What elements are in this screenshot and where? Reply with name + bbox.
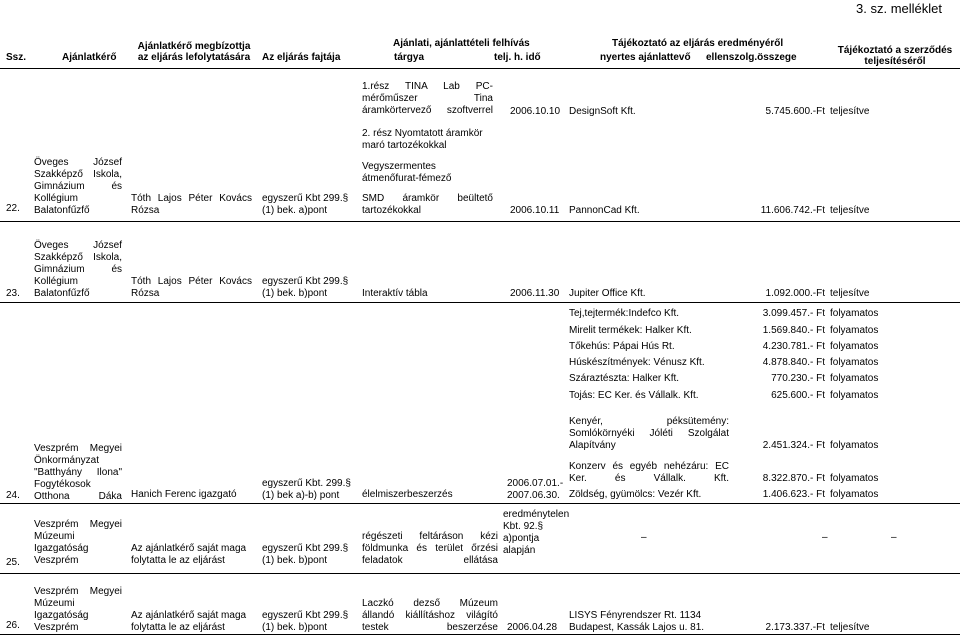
status-dash: –	[891, 532, 897, 543]
targy-cell: Interaktív tábla	[362, 288, 428, 299]
header-nyertes: nyertes ajánlattevő	[600, 52, 691, 63]
eljaras-fajta-cell: egyszerű Kbt 299.§ (1) bek. b)pont	[262, 610, 349, 633]
header-megbizott-line1: Ajánlatkérő megbízottja	[137, 41, 251, 52]
teljesites-datum: 2006.11.30	[510, 288, 560, 299]
ajanlatkero-cell: Veszprém Megyei Önkormányzat "Batthyány Ilona" Fogytékosok Otthona Dáka	[34, 443, 122, 502]
megbizott-cell: Tóth Lajos Péter Kovács Rózsa	[131, 193, 252, 216]
targy-part2-line1: 2. rész Nyomtatott áramkör maró tartozékokkal	[362, 128, 483, 151]
status-cell: folyamatos	[830, 489, 879, 500]
nyertes-cell: Húskészítmények: Vénusz Kft.	[569, 357, 705, 368]
status-cell: folyamatos	[830, 373, 879, 384]
teljesites-datum: eredménytelen Kbt. 92.§ a)pontja alapján	[503, 509, 570, 556]
ellenszolg-cell: 5.745.600.-Ft	[765, 106, 825, 117]
targy-part1-cell: 1.rész TINA Lab PC-mérőműszer Tina áramkörtervező szoftverrel	[362, 81, 493, 116]
row-number: 25.	[6, 557, 20, 568]
nyertes-cell: DesignSoft Kft.	[569, 106, 636, 117]
ellenszolg-cell: 1.406.623.- Ft	[762, 489, 825, 500]
row-divider	[0, 221, 960, 222]
nyertes-cell: Kenyér, péksütemény: Somlókörnyéki Jóléti Szolgálat Alapítvány	[569, 416, 729, 451]
megbizott-cell: Az ajánlatkérő saját maga folytatta le az eljárást	[131, 543, 247, 566]
eljaras-fajta-cell: egyszerű Kbt 299.§ (1) bek. b)pont	[262, 543, 349, 566]
row-divider	[0, 634, 960, 635]
ellenszolg-cell: 8.322.870.- Ft	[762, 473, 825, 484]
header-megbizott-line2: az eljárás lefolytatására	[137, 52, 251, 63]
nyertes-cell: Tej,tejtermék:Indefco Kft.	[569, 308, 680, 319]
row-number: 24.	[6, 490, 20, 501]
header-tajekoztato-eredmeny: Tájékoztató az eljárás eredményéről	[612, 38, 784, 49]
teljesites-datum: 2006.10.11	[510, 205, 560, 216]
targy-cell: Laczkó dezső Múzeum állandó kiállításhoz világító testek beszerzése	[362, 598, 498, 633]
ellenszolg-cell: 1.092.000.-Ft	[765, 288, 825, 299]
status-cell: teljesítve	[830, 288, 870, 299]
ajanlatkero-cell: Veszprém Megyei Múzeumi Igazgatóság Veszprém	[34, 586, 122, 633]
ajanlatkero-cell: Öveges József Szakképző Iskola, Gimnázium és Kollégium Balatonfűzfő	[34, 240, 122, 299]
status-cell: teljesítve	[830, 205, 870, 216]
header-ajanlatkero: Ajánlatkérő	[62, 52, 117, 63]
nyertes-dash: –	[641, 532, 647, 543]
megbizott-cell: Az ajánlatkérő saját maga folytatta le az eljárást	[131, 610, 247, 633]
nyertes-cell: PannonCad Kft.	[569, 205, 640, 216]
nyertes-cell: Száraztészta: Halker Kft.	[569, 373, 680, 384]
targy-cell: régészeti feltáráson kézi földmunka és terület őrzési feladatok ellátása	[362, 531, 498, 566]
ajanlatkero-cell: Öveges József Szakképző Iskola, Gimnázium és Kollégium Balatonfűzfő	[34, 157, 122, 216]
row-number: 26.	[6, 620, 20, 631]
teljesites-datum: 2006.10.10	[510, 106, 561, 117]
ellenszolg-cell: 2.173.337.-Ft	[765, 622, 825, 633]
header-eljaras-fajtaja: Az eljárás fajtája	[262, 52, 341, 63]
teljesites-datum: 2006.04.28	[507, 622, 558, 633]
ellenszolg-cell: 4.230.781.- Ft	[762, 341, 825, 352]
eljaras-fajta-cell: egyszerű Kbt. 299.§ (1) bek a)-b) pont	[262, 478, 351, 501]
ellenszolg-cell: 625.600.- Ft	[771, 390, 825, 401]
row-divider	[0, 573, 960, 574]
eljaras-fajta-cell: egyszerű Kbt 299.§ (1) bek. a)pont	[262, 193, 349, 216]
ellenszolg-cell: 4.878.840.- Ft	[762, 357, 825, 368]
status-cell: teljesítve	[830, 106, 870, 117]
targy-part2-line3: SMD áramkör beültető tartozékokkal	[362, 193, 493, 216]
nyertes-cell: Tojás: EC Ker. és Vállalk. Kft.	[569, 390, 699, 401]
ellenszolg-cell: 11.606.742.-Ft	[760, 205, 825, 216]
row-number: 22.	[6, 203, 20, 214]
status-cell: folyamatos	[830, 341, 879, 352]
nyertes-cell: Tőkehús: Pápai Hús Rt.	[569, 341, 675, 352]
ellenszolg-cell: 3.099.457.- Ft	[762, 308, 825, 319]
targy-cell: élelmiszerbeszerzés	[362, 489, 453, 500]
page-title: 3. sz. melléklet	[856, 1, 942, 16]
header-targya: tárgya	[394, 52, 425, 63]
status-cell: folyamatos	[830, 390, 879, 401]
header-ssz: Ssz.	[6, 52, 27, 63]
header-tajekoztato-szerzodes-line2: teljesítéséről	[864, 56, 926, 67]
ellenszolg-cell: 2.451.324.- Ft	[762, 440, 825, 451]
header-felhivas: Ajánlati, ajánlattételi felhívás	[393, 38, 530, 49]
row-divider	[0, 302, 960, 303]
status-cell: teljesítve	[830, 622, 870, 633]
teljesites-datum: 2006.07.01.- 2007.06.30.	[507, 478, 564, 501]
nyertes-cell: Mirelit termékek: Halker Kft.	[569, 325, 692, 336]
status-cell: folyamatos	[830, 308, 879, 319]
megbizott-cell: Tóth Lajos Péter Kovács Rózsa	[131, 276, 252, 299]
status-cell: folyamatos	[830, 440, 879, 451]
header-tajekoztato-szerzodes-line1: Tájékoztató a szerződés	[837, 45, 953, 56]
ajanlatkero-cell: Veszprém Megyei Múzeumi Igazgatóság Veszprém	[34, 519, 122, 566]
ellenszolg-cell: 1.569.840.- Ft	[762, 325, 825, 336]
eljaras-fajta-cell: egyszerű Kbt 299.§ (1) bek. b)pont	[262, 276, 349, 299]
nyertes-cell: Konzerv és egyéb nehézáru: EC Ker. és Vállalk. Kft.	[569, 461, 729, 484]
targy-part2-line2: Vegyszermentes átmenőfurat-fémező	[362, 161, 452, 184]
header-rule	[0, 68, 960, 69]
status-cell: folyamatos	[830, 357, 879, 368]
ellenszolg-cell: 770.230.- Ft	[771, 373, 825, 384]
nyertes-cell: Jupiter Office Kft.	[569, 288, 646, 299]
megbizott-cell: Hanich Ferenc igazgató	[131, 489, 237, 500]
status-cell: folyamatos	[830, 325, 879, 336]
ellenszolg-dash: –	[822, 532, 828, 543]
row-number: 23.	[6, 288, 20, 299]
status-cell: folyamatos	[830, 473, 879, 484]
nyertes-cell: LISYS Fényrendszer Rt. 1134 Budapest, Kassák Lajos u. 81.	[569, 610, 705, 633]
header-ellenszolg: ellenszolg.összege	[706, 52, 797, 63]
header-telj-h-ido: telj. h. idő	[494, 52, 541, 63]
row-divider	[0, 503, 960, 504]
nyertes-cell: Zöldség, gyümölcs: Vezér Kft.	[569, 489, 702, 500]
